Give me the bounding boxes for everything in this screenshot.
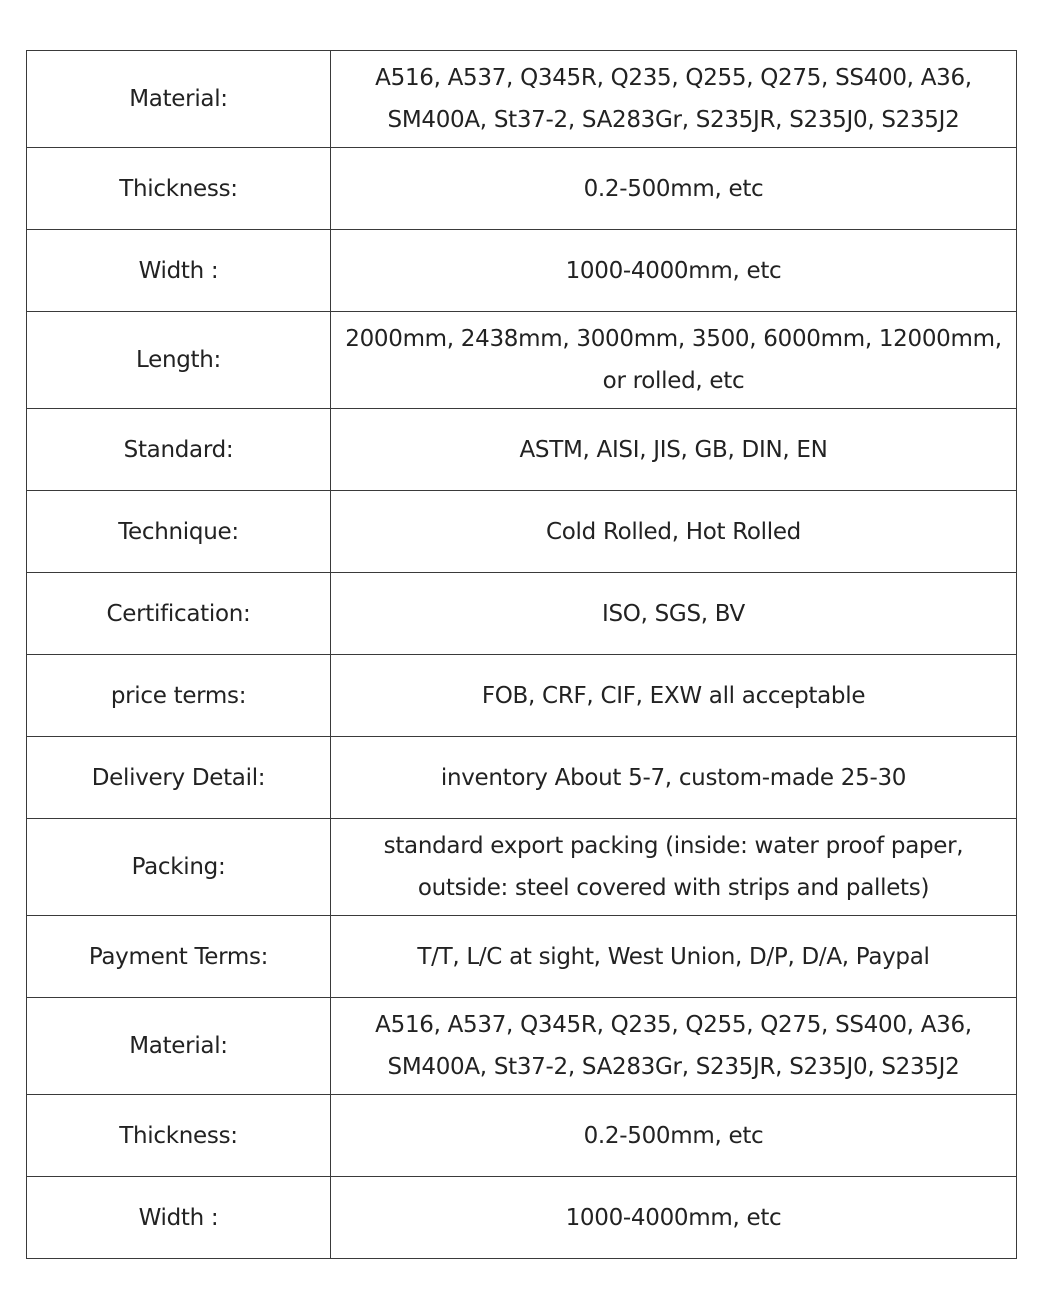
spec-value [331, 1095, 1017, 1177]
spec-value [331, 51, 1017, 148]
spec-value-line: 1000-4000mm, etc [565, 1204, 782, 1231]
spec-label: Thickness: [27, 1095, 331, 1177]
spec-row-packing [27, 819, 1017, 916]
spec-label: price terms: [27, 655, 331, 737]
spec-label: Width : [27, 230, 331, 312]
spec-row-price-terms [27, 655, 1017, 737]
spec-row-standard [27, 409, 1017, 491]
spec-row-certification [27, 573, 1017, 655]
spec-value [331, 737, 1017, 819]
spec-value-line: or rolled, etc [602, 368, 745, 394]
spec-row-payment-terms [27, 916, 1017, 998]
spec-row-technique [27, 491, 1017, 573]
spec-label: Material: [27, 51, 331, 148]
spec-value-line: 0.2-500mm, etc [583, 1122, 764, 1149]
spec-value-line: 0.2-500mm, etc [583, 175, 764, 202]
spec-value-line: ASTM, AISI, JIS, GB, DIN, EN [519, 436, 828, 463]
spec-label: Thickness: [27, 148, 331, 230]
spec-row-length [27, 312, 1017, 409]
spec-label: Payment Terms: [27, 916, 331, 998]
spec-label: Certification: [27, 573, 331, 655]
spec-row-material [27, 998, 1017, 1095]
spec-value [331, 1177, 1017, 1259]
spec-value [331, 491, 1017, 573]
spec-value [331, 655, 1017, 737]
spec-value-line: 1000-4000mm, etc [565, 257, 782, 284]
spec-value-line: SM400A, St37-2, SA283Gr, S235JR, S235J0, S235J2 [387, 107, 960, 133]
spec-value-line: Cold Rolled, Hot Rolled [546, 518, 801, 545]
spec-value [331, 230, 1017, 312]
spec-value-line: inventory About 5-7, custom-made 25-30 [440, 764, 907, 791]
spec-value-line: A516, A537, Q345R, Q235, Q255, Q275, SS400, A36, [375, 1012, 972, 1038]
spec-value [331, 916, 1017, 998]
spec-label: Length: [27, 312, 331, 409]
spec-value [331, 148, 1017, 230]
spec-label: Width : [27, 1177, 331, 1259]
spec-label: Delivery Detail: [27, 737, 331, 819]
spec-row-width [27, 1177, 1017, 1259]
spec-label: Technique: [27, 491, 331, 573]
spec-value [331, 312, 1017, 409]
spec-row-thickness [27, 1095, 1017, 1177]
spec-value [331, 998, 1017, 1095]
spec-value [331, 573, 1017, 655]
spec-row-material [27, 51, 1017, 148]
spec-value-line: SM400A, St37-2, SA283Gr, S235JR, S235J0, S235J2 [387, 1054, 960, 1080]
spec-value-line: outside: steel covered with strips and pallets) [417, 875, 930, 901]
spec-value [331, 819, 1017, 916]
spec-row-width [27, 230, 1017, 312]
spec-value-line: A516, A537, Q345R, Q235, Q255, Q275, SS400, A36, [375, 65, 972, 91]
spec-value-line: T/T, L/C at sight, West Union, D/P, D/A, Paypal [417, 943, 930, 970]
spec-label: Standard: [27, 409, 331, 491]
spec-row-delivery-detail [27, 737, 1017, 819]
spec-row-thickness [27, 148, 1017, 230]
spec-value-line: FOB, CRF, CIF, EXW all acceptable [481, 682, 866, 709]
spec-label: Packing: [27, 819, 331, 916]
spec-value [331, 409, 1017, 491]
spec-table [26, 50, 1017, 1259]
spec-label: Material: [27, 998, 331, 1095]
spec-value-line: ISO, SGS, BV [602, 600, 745, 627]
spec-value-line: 2000mm, 2438mm, 3000mm, 3500, 6000mm, 12000mm, [345, 326, 1002, 352]
spec-value-line: standard export packing (inside: water proof paper, [383, 833, 964, 859]
